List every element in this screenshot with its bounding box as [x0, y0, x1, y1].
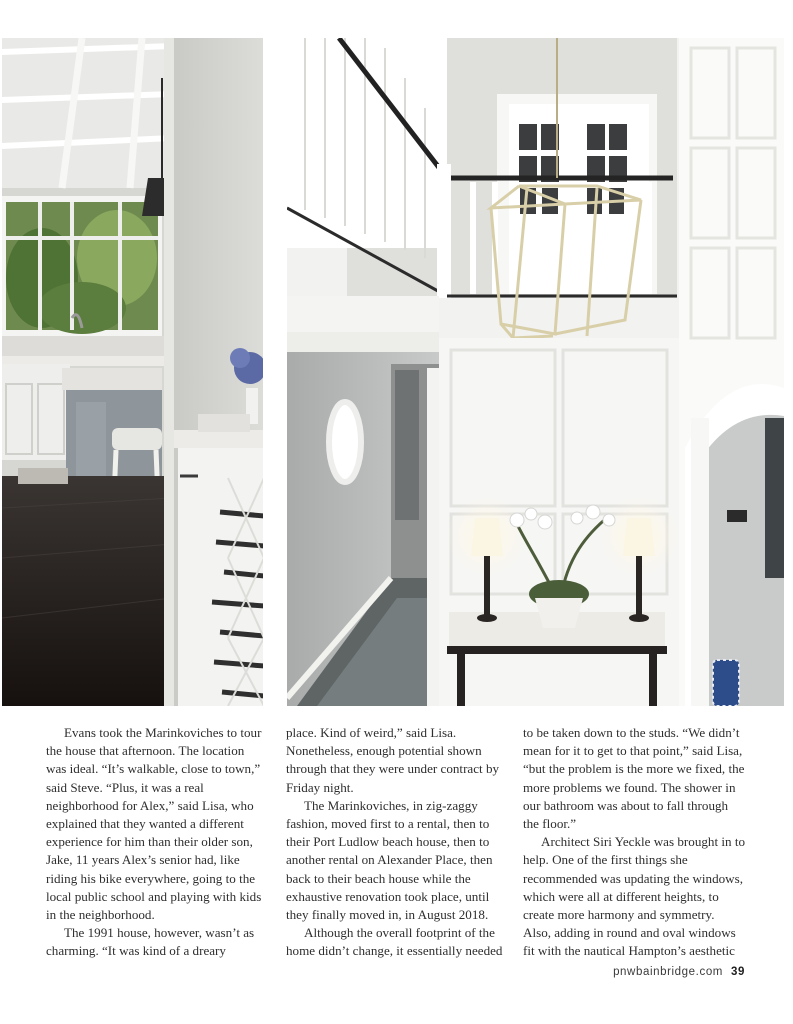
article-column-3 — [523, 724, 745, 961]
foyer-illustration — [287, 38, 784, 706]
paragraph: to be taken down to the studs. “We didn’t mean for it to get to that point,” said Lisa, “but the problem is the more we fixed, the more problems we found. The shower in our bathroom was about to fall through the floor.” — [523, 725, 745, 832]
paragraph: Architect Siri Yeckle was brought in to help. One of the first things she recommended was updating the windows, which were all at different heights, to create more harmony and symmetry. Also, adding in round and oval windows fit with the nautical Hampton’s aesthetic — [523, 834, 746, 959]
page-footer — [613, 966, 745, 978]
footer-website: pnwbainbridge.com — [613, 966, 723, 978]
paragraph: place. Kind of weird,” said Lisa. Nonetheless, enough potential shown through that they were under contract by Friday night. — [286, 725, 500, 795]
article-column-1 — [46, 724, 266, 961]
paragraph: The 1991 house, however, wasn’t as charming. “It was kind of a dreary — [46, 925, 255, 959]
paragraph: Evans took the Marinkoviches to tour the house that afternoon. The location was ideal. “It’s walkable, close to town,” said Steve. “Plus, it was a real neighborhood for Alex,” said Lisa, who explained that they wanted a different experience for him than their older son, Jake, 11 years Alex’s senior had, like riding his bike everywhere, going to the local public school and playing with kids in the neighborhood. — [46, 725, 262, 923]
paragraph: The Marinkoviches, in zig-zaggy fashion, moved first to a rental, then to their Port Ludlow beach house, then to another rental on Alexander Place, then back to their beach house while the exhaustive renovation took place, until they finally moved in, in August 2018. — [286, 797, 493, 923]
foyer-photo — [287, 38, 784, 706]
paragraph: Although the overall footprint of the home didn’t change, it essentially needed — [286, 925, 503, 959]
kitchen-photo — [2, 38, 263, 706]
article-column-2 — [286, 724, 506, 961]
kitchen-illustration — [2, 38, 263, 706]
page-number: 39 — [731, 966, 745, 978]
